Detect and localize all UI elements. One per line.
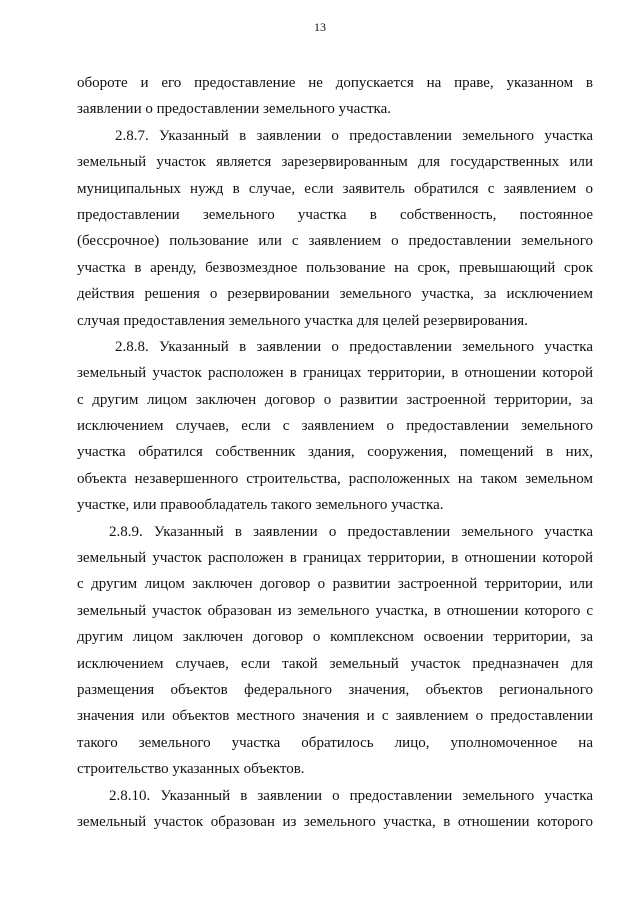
text-line: земельный участок образован из земельного участка, в отношении которого с bbox=[77, 602, 593, 619]
text-line: заявлении о предоставлении земельного участка. bbox=[77, 101, 391, 118]
paragraph-start-2-8-9: 2.8.9. Указанный в заявлении о предоставлении земельного участка bbox=[109, 523, 593, 540]
text-line: исключением случаев, если с заявлением о предоставлении земельного bbox=[77, 418, 593, 435]
text-line: объекта незавершенного строительства, расположенных на таком земельном bbox=[77, 470, 593, 487]
document-body bbox=[77, 70, 593, 835]
text-line: земельный участок расположен в границах территории, в отношении которой bbox=[77, 365, 593, 382]
text-line: участке, или правообладатель такого земельного участка. bbox=[77, 497, 444, 514]
text-line: с другим лицом заключен договор о развитии застроенной территории, за bbox=[77, 391, 593, 408]
text-line: строительство указанных объектов. bbox=[77, 761, 305, 778]
paragraph-start-2-8-7: 2.8.7. Указанный в заявлении о предоставлении земельного участка bbox=[115, 127, 593, 144]
text-line: действия решения о резервировании земельного участка, за исключением bbox=[77, 286, 593, 303]
text-line: значения или объектов местного значения и с заявлением о предоставлении bbox=[77, 708, 593, 725]
text-line: размещения объектов федерального значения, объектов регионального bbox=[77, 681, 593, 698]
text-line: обороте и его предоставление не допускается на праве, указанном в bbox=[77, 75, 593, 91]
text-line: муниципальных нужд в случае, если заявитель обратился с заявлением о bbox=[77, 180, 593, 197]
text-line: земельный участок расположен в границах территории, в отношении которой bbox=[77, 550, 593, 567]
text-line: земельный участок является зарезервированным для государственных или bbox=[77, 154, 593, 171]
page-number: 13 bbox=[314, 20, 326, 34]
text-line: исключением случаев, если такой земельный участок предназначен для bbox=[77, 655, 593, 672]
paragraph-start-2-8-8: 2.8.8. Указанный в заявлении о предоставлении земельного участка bbox=[115, 338, 593, 355]
text-line: земельный участок образован из земельного участка, в отношении которого bbox=[77, 813, 593, 830]
text-line: (бессрочное) пользование или с заявлением о предоставлении земельного bbox=[77, 233, 593, 250]
paragraph-start-2-8-10: 2.8.10. Указанный в заявлении о предоставлении земельного участка bbox=[109, 787, 593, 804]
text-line: участка в аренду, безвозмездное пользование на срок, превышающий срок bbox=[77, 259, 593, 276]
text-line: другим лицом заключен договор о комплексном освоении территории, за bbox=[77, 629, 593, 646]
text-line: предоставлении земельного участка в собственность, постоянное bbox=[77, 206, 593, 223]
text-line: случая предоставления земельного участка для целей резервирования. bbox=[77, 312, 528, 329]
text-line: с другим лицом заключен договор о развитии застроенной территории, или bbox=[77, 576, 593, 593]
text-line: участка обратился собственник здания, сооружения, помещений в них, bbox=[77, 444, 593, 461]
text-line: такого земельного участка обратилось лицо, уполномоченное на bbox=[77, 734, 593, 751]
